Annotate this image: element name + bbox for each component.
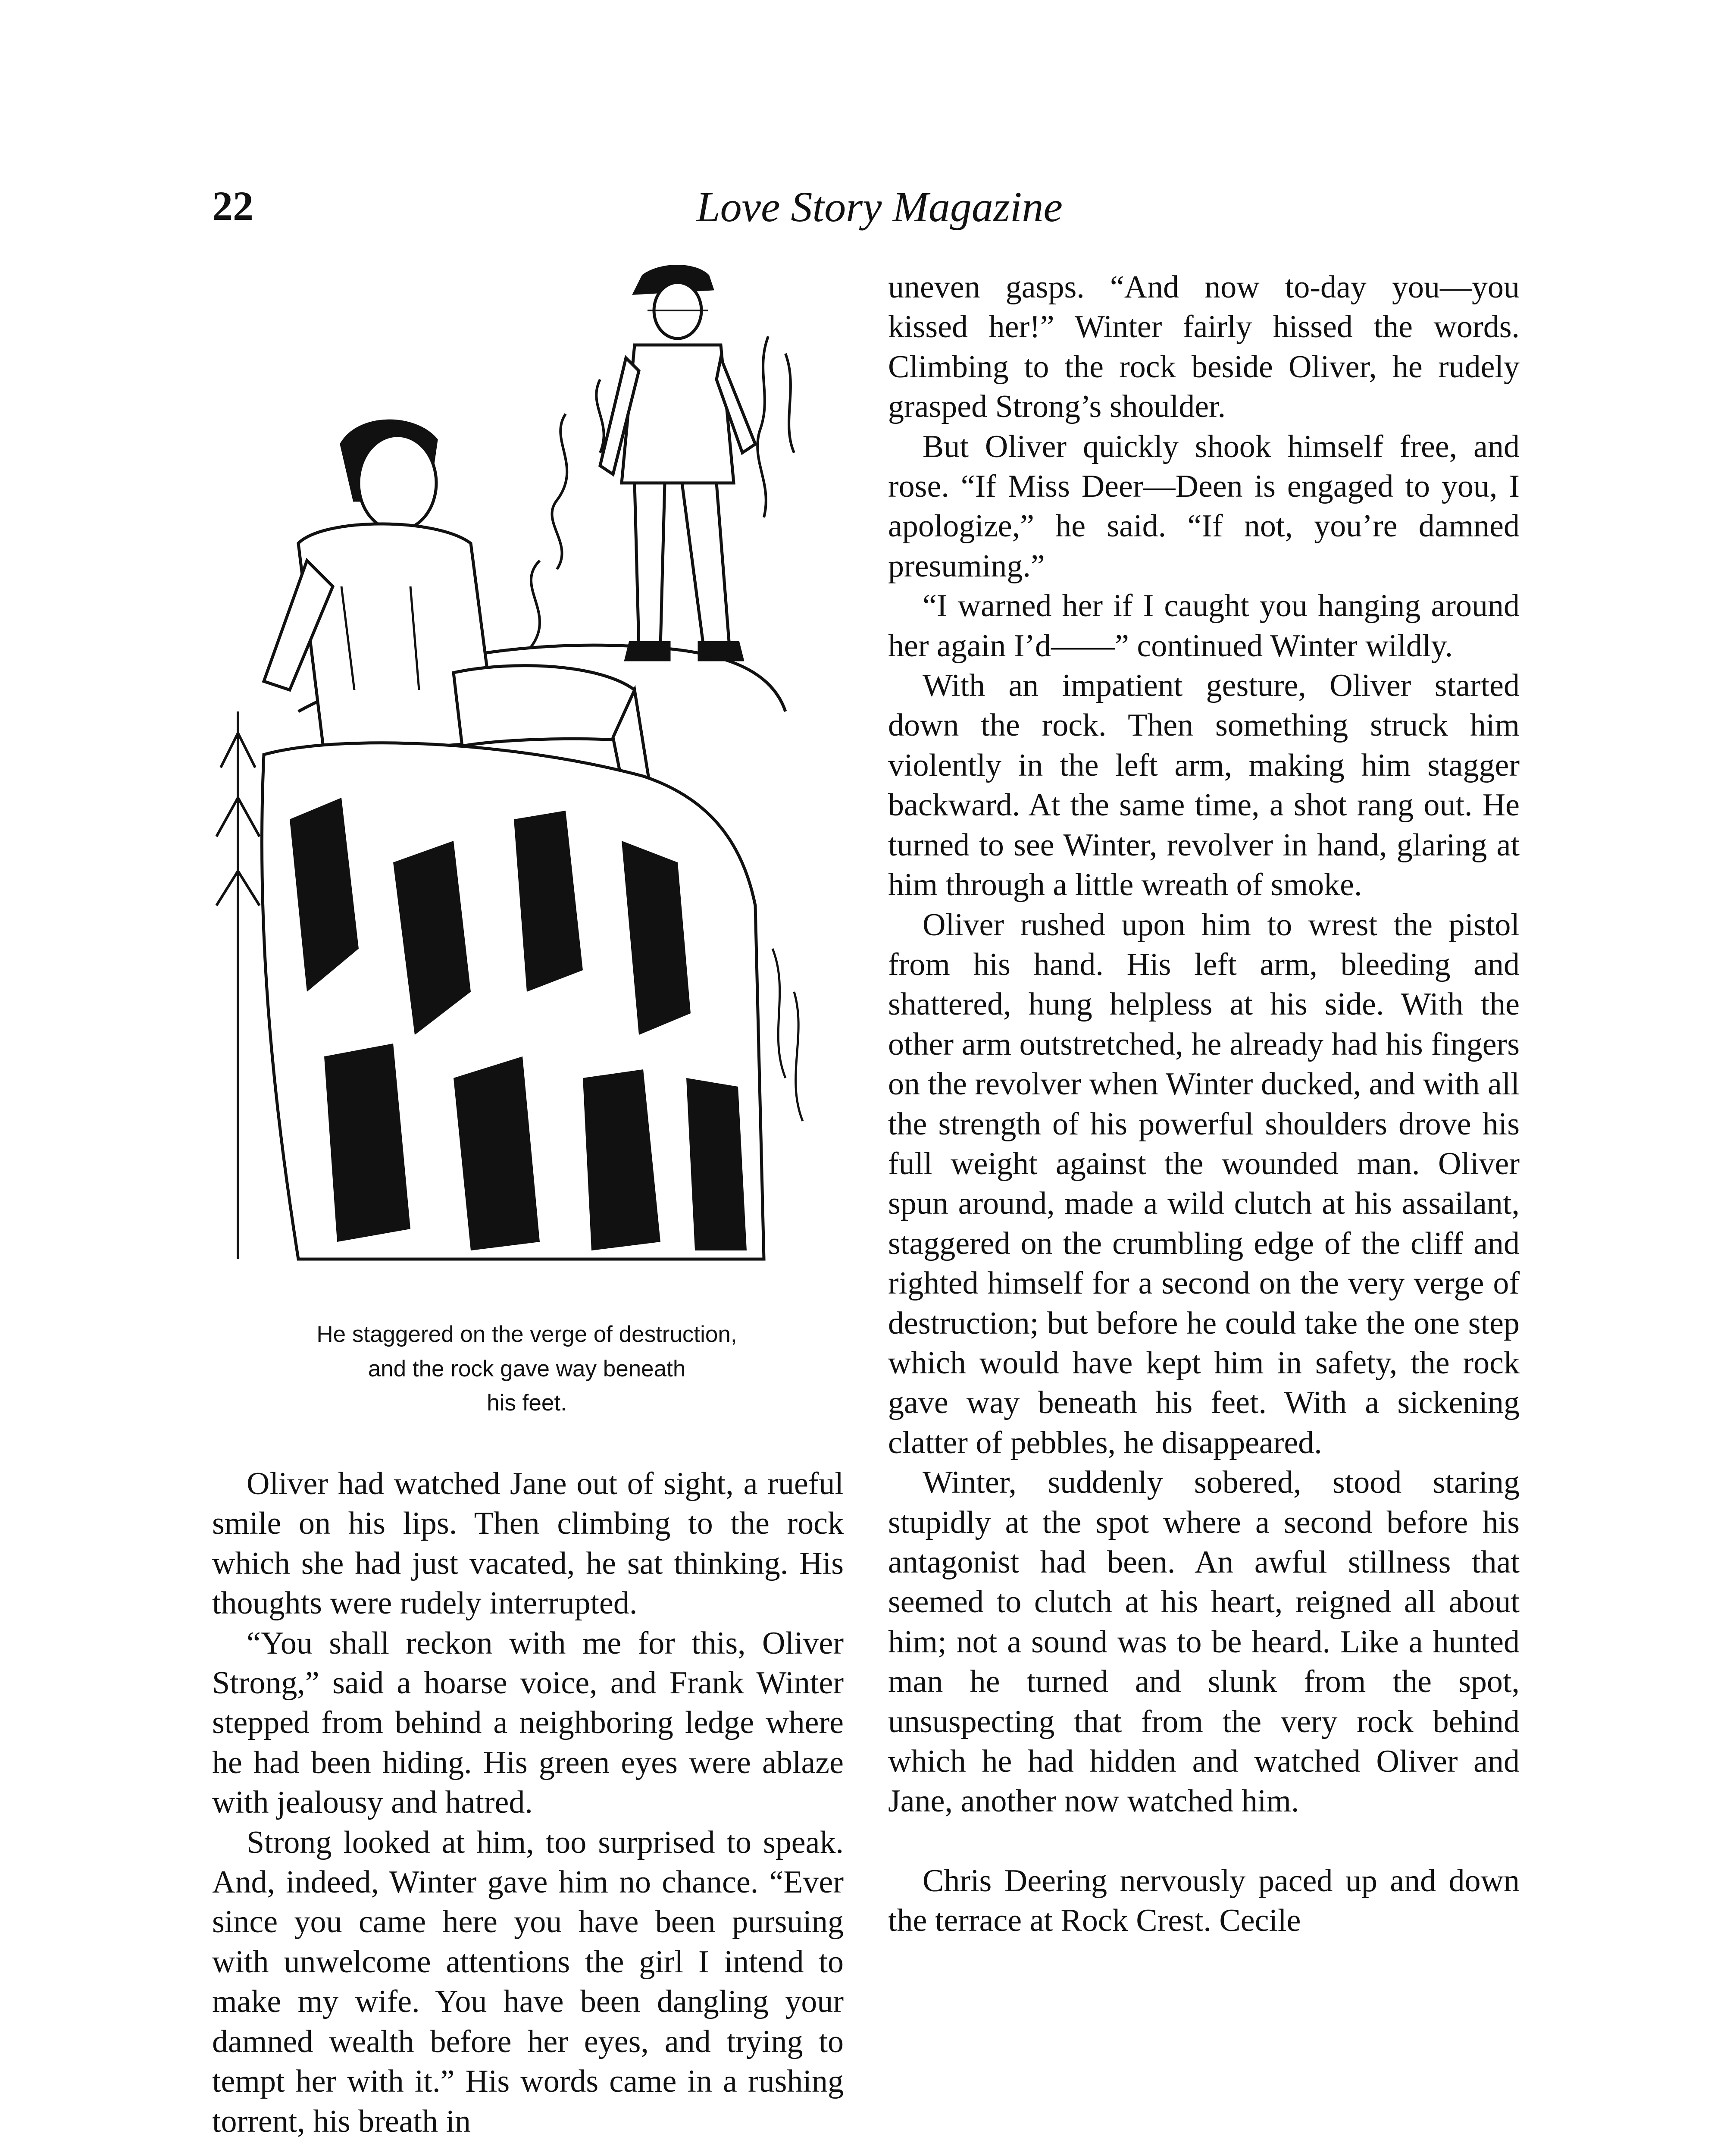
story-illustration	[212, 259, 841, 1307]
paragraph: But Oliver quickly shook himself free, and rose. “If Miss Deer—Deen is engaged to you, I apologize,” he said. “If not, you’re damned presuming.”	[888, 429, 1520, 584]
illustration-caption	[212, 1317, 841, 1420]
paragraph: “I warned her if I caught you hanging around her again I’d——” continued Winter wildly.	[888, 588, 1520, 664]
paragraph: uneven gasps. “And now to-day you—you kissed her!” Winter fairly hissed the words. Climbing to the rock beside Oliver, he rudely grasped Strong’s shoulder.	[888, 270, 1520, 425]
caption-line: He staggered on the verge of destruction,	[316, 1322, 737, 1347]
paragraph: Chris Deering nervously paced up and down the terrace at Rock Crest. Cecile	[888, 1863, 1520, 1939]
right-text-column	[888, 267, 1520, 1941]
paragraph: Strong looked at him, too surprised to speak. And, indeed, Winter gave him no chance. “Ever since you came here you have been pursuing with unwelcome attentions the girl I intend to make my wife. You have been dangling your damned wealth before her eyes, and trying to tempt her with it.” His words came in a rushing torrent, his breath in	[212, 1824, 844, 2139]
paragraph: Oliver had watched Jane out of sight, a rueful smile on his lips. Then climbing to the rock which she had just vacated, he sat thinking. His thoughts were rudely interrupted.	[212, 1466, 844, 1621]
paragraph: With an impatient gesture, Oliver started down the rock. Then something struck him violently in the left arm, making him stagger backward. At the same time, a shot rang out. He turned to see Winter, revolver in hand, glaring at him through a little wreath of smoke.	[888, 668, 1520, 903]
paragraph: Oliver rushed upon him to wrest the pistol from his hand. His left arm, bleeding and shattered, hung helpless at his side. With the other arm outstretched, he already had his fingers on the revolver when Winter ducked, and with all the strength of his powerful shoulders drove his full weight against the wounded man. Oliver spun around, made a wild clutch at his assailant, staggered on the crumbling edge of the cliff and righted himself for a second on the very verge of destruction; but before he could take the one step which would have kept him in safety, the rock gave way beneath his feet. With a sickening clatter of pebbles, he disappeared.	[888, 907, 1520, 1460]
caption-line: his feet.	[487, 1390, 567, 1416]
paragraph: “You shall reckon with me for this, Oliver Strong,” said a hoarse voice, and Frank Winter stepped from behind a neighboring ledge where he had been hiding. His green eyes were ablaze with jealousy and hatred.	[212, 1625, 844, 1821]
caption-line: and the rock gave way beneath	[368, 1356, 686, 1382]
paragraph: Winter, suddenly sobered, stood staring stupidly at the spot where a second before his antagonist had been. An awful stillness that seemed to clutch at his heart, reigned all about him; not a sound was to be heard. Like a hunted man he turned and slunk from the spot, unsuspecting that from the very rock behind which he had hidden and watched Oliver and Jane, another now watched him.	[888, 1465, 1520, 1819]
page-number: 22	[212, 183, 253, 229]
running-head: Love Story Magazine	[696, 183, 1063, 231]
left-text-column	[212, 1464, 844, 2141]
